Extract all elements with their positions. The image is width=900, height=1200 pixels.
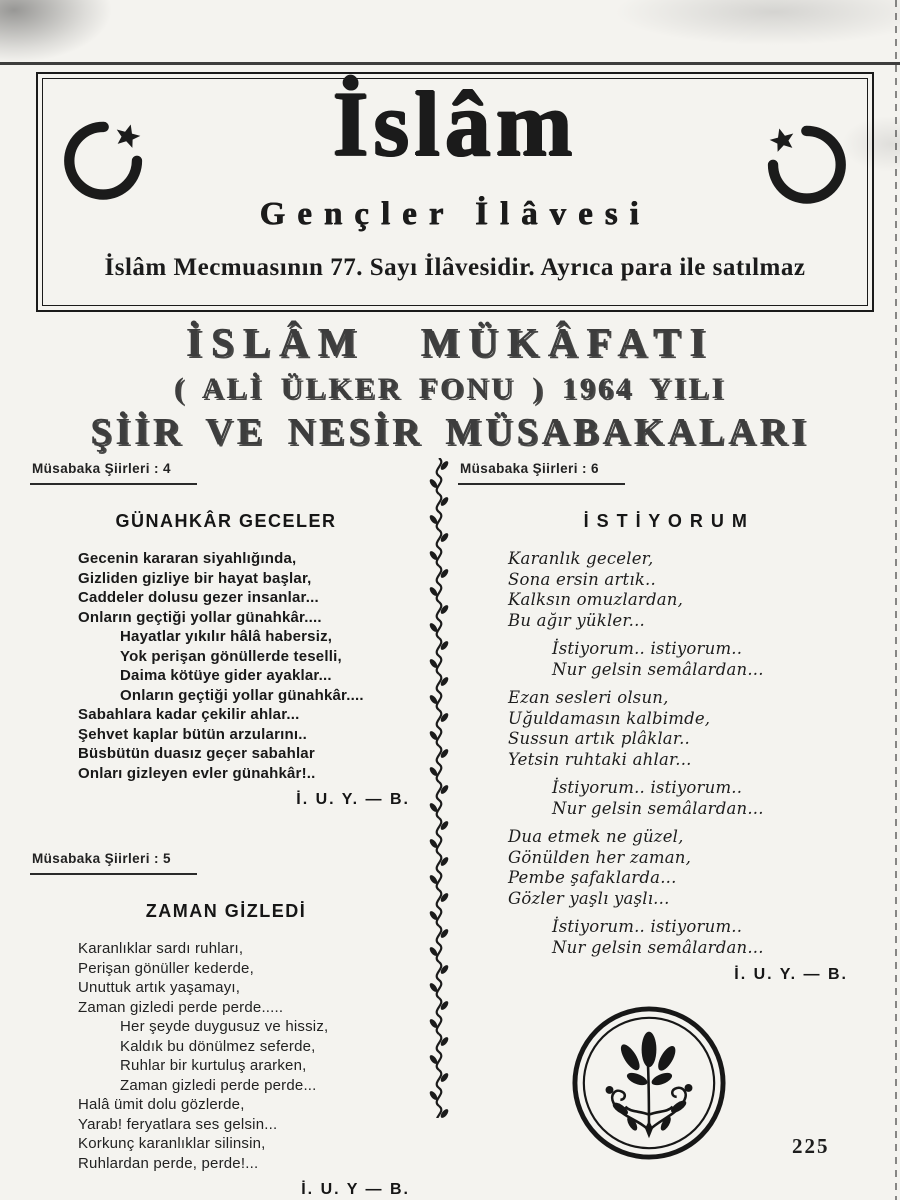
contest-label: Müsabaka Şiirleri : 6 [458,461,625,485]
poem-line: Zaman gizledi perde perde..... [78,998,284,1016]
poem-line: Bu ağır yükler... [508,610,646,630]
poem-line: Yarab! feryatlara ses gelsin... [78,1115,278,1133]
poem-line: Pembe şafaklarda... [508,868,677,887]
poem-line: Nur gelsin semâlardan... [552,659,764,679]
poem-line: Uğuldamasın kalbimde, [508,708,711,728]
magazine-title: İslâm [332,73,578,175]
masthead-box [36,72,874,312]
left-column [30,460,422,1199]
poem-line: Kalksın omuzlardan, [508,590,684,609]
headline-line-2: ( ALİ ÜLKER FONU ) 1964 YILI [173,372,727,406]
poem-lines [78,939,422,1173]
poem-line: Dua etmek ne güzel, [508,827,684,846]
poem-title: İ S T İ Y O R U M [583,511,749,531]
poem-line: Sussun artık plâklar.. [508,729,690,748]
poem-line: Gecenin kararan siyahlığında, [78,550,297,567]
contest-headline [0,320,900,454]
headline-line-1: İSLÂM MÜKÂFATI [185,319,715,365]
poem-line: Gözler yaşlı yaşlı... [508,888,670,908]
poem-lines [508,549,874,958]
poem-line: Ruhlar bir kurtuluş ararken, [120,1057,307,1074]
poem-line: Korkunç karanlıklar silinsin, [78,1135,266,1152]
poem-line: Onları gizleyen evler günahkâr!.. [78,764,316,782]
headline-line-3: ŞİİR VE NESİR MÜSABAKALARI [90,411,810,454]
poem-line: Yetsin ruhtaki ahlar... [508,749,692,769]
page-number: 225 [792,1134,830,1158]
poem-line: Karanlıklar sardı ruhları, [78,940,244,957]
poem-line: Karanlık geceler, [508,549,654,568]
poem-line: Daima kötüye gider ayaklar... [120,667,332,684]
scan-artifact-top-line [0,62,900,65]
right-column [458,460,874,1162]
poem-zaman-gizledi [30,901,422,1199]
poem-line: Nur gelsin semâlardan... [552,798,764,818]
vine-divider-icon [428,458,450,1118]
poem-line: Nur gelsin semâlardan... [552,937,764,957]
poem-signature: İ. U. Y. — B. [296,791,410,808]
contest-label: Müsabaka Şiirleri : 4 [30,461,197,485]
poem-line: Şehvet kaplar bütün arzularını.. [78,725,307,743]
poem-line: Kaldık bu dönülmez seferde, [120,1037,316,1055]
poem-title: GÜNAHKÂR GECELER [115,511,337,531]
contest-label: Müsabaka Şiirleri : 5 [30,851,197,875]
poem-line: Gönülden her zaman, [508,847,692,867]
scan-artifact-right-edge [895,0,897,1200]
poem-line: Unuttuk artık yaşamayı, [78,979,241,996]
poem-signature: İ. U. Y. — B. [734,966,848,983]
poem-lines [78,549,422,783]
poem-line: Gizliden gizliye bir hayat başlar, [78,569,312,587]
issue-note: İslâm Mecmuasının 77. Sayı İlâvesidir. Ayrıca para ile satılmaz [104,254,806,281]
poem-line: Yok perişan gönüllerde teselli, [120,647,342,665]
poem-line: Sona ersin artık.. [508,569,656,589]
poem-line: Halâ ümit dolu gözlerde, [78,1096,245,1113]
poem-line: Zaman gizledi perde perde... [120,1076,317,1094]
poem-istiyorum [458,511,874,984]
poem-line: İstiyorum.. istiyorum.. [552,917,743,936]
poem-line: Büsbütün duasız geçer sabahlar [78,745,315,762]
poem-line: Ruhlardan perde, perde!... [78,1154,259,1172]
poem-title: ZAMAN GİZLEDİ [145,901,307,921]
floral-rosette-icon [570,1004,728,1162]
magazine-subtitle: Gençler İlâvesi [259,196,651,232]
poem-line: Her şeyde duygusuz ve hissiz, [120,1018,329,1035]
poem-line: Perişan gönüller kederde, [78,959,254,977]
poem-line: Onların geçtiği yollar günahkâr.... [120,686,364,704]
poem-signature: İ. U. Y — B. [301,1181,410,1198]
poem-line: Onların geçtiği yollar günahkâr.... [78,608,322,626]
poem-line: Ezan sesleri olsun, [508,688,669,707]
poem-gunahkar-geceler [30,511,422,809]
poem-line: Sabahlara kadar çekilir ahlar... [78,706,300,723]
poem-line: Caddeler dolusu gezer insanlar... [78,589,319,606]
poem-line: Hayatlar yıkılır hâlâ habersiz, [120,628,333,645]
poem-line: İstiyorum.. istiyorum.. [552,778,743,797]
poem-line: İstiyorum.. istiyorum.. [552,639,743,658]
